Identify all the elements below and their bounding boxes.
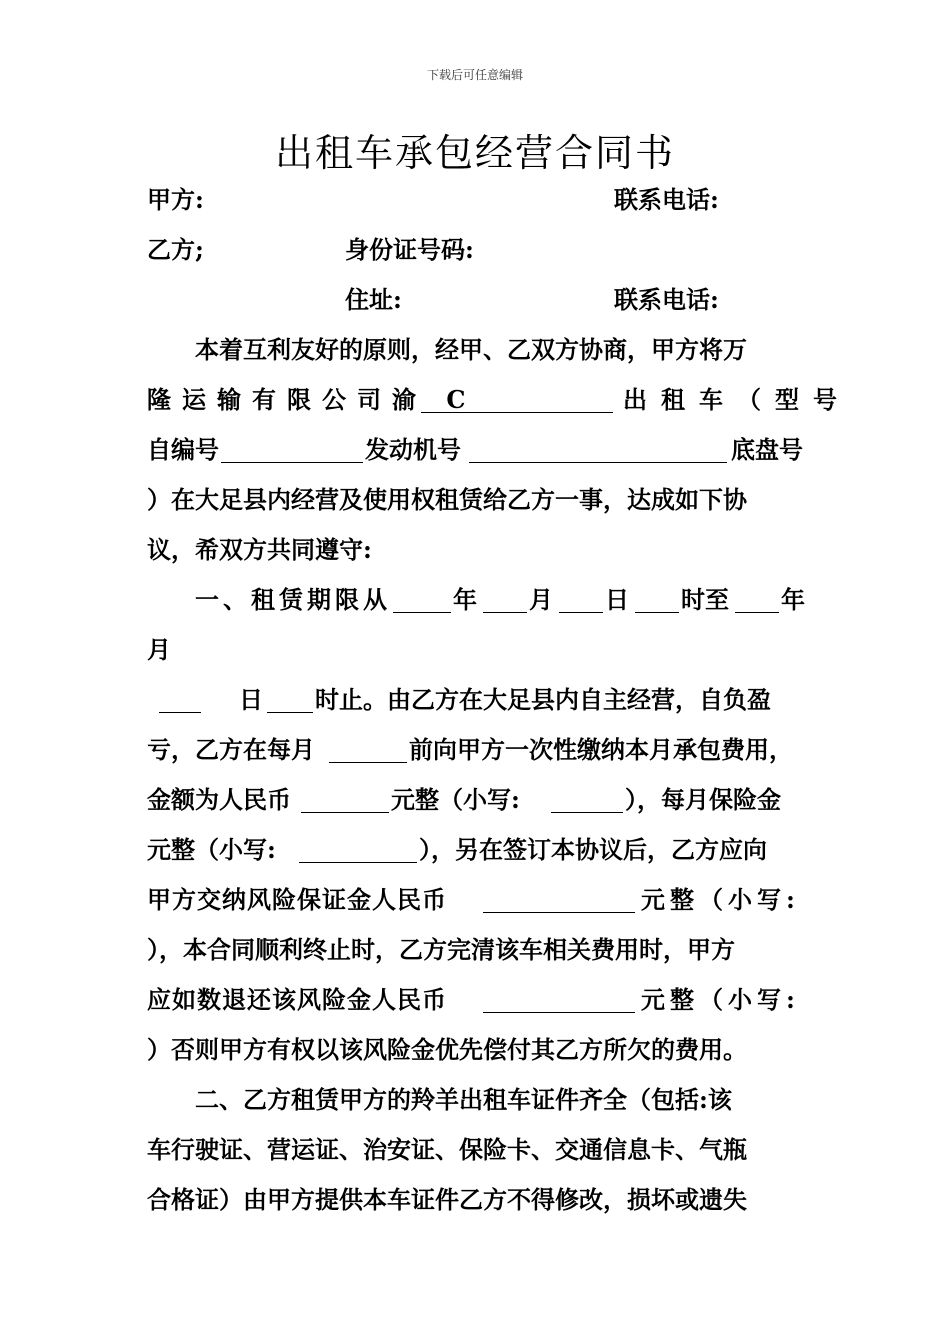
clause-1-line: ）否则甲方有权以该风险金优先偿付其乙方所欠的费用。 (147, 1035, 747, 1064)
id-number-label: 身份证号码: (345, 235, 474, 264)
engine-number-blank (469, 436, 727, 463)
clause-2-line: 合格证）由甲方提供本车证件乙方不得修改，损坏或遗失 (147, 1185, 747, 1214)
paragraph-line: 自编号 发动机号 底盘号 (147, 435, 803, 464)
party-b-address-row (147, 282, 805, 318)
party-a-row (147, 182, 805, 218)
party-b-phone-label: 联系电话: (614, 285, 719, 314)
party-b-label: 乙方; (147, 235, 204, 264)
party-b-row (147, 232, 805, 268)
paragraph-line: ）在大足县内经营及使用权租赁给乙方一事，达成如下协 (147, 485, 747, 514)
clause-1-line: 月 (147, 635, 171, 664)
clause-2-line: 二、乙方租赁甲方的羚羊出租车证件齐全（包括:该 (195, 1085, 732, 1114)
paragraph-line: 本着互利友好的原则，经甲、乙双方协商，甲方将万 (195, 335, 747, 364)
self-number-blank (221, 436, 363, 463)
paragraph-line: 隆运输有限公司渝 C 出租车（型号 (147, 385, 851, 414)
clause-1-line: ），本合同顺利终止时，乙方完清该车相关费用时，甲方 (147, 935, 735, 964)
clause-1-line: 甲方交纳风险保证金人民币 元整（小写: (147, 885, 800, 914)
paragraph-line: 议，希双方共同遵守: (147, 535, 372, 564)
clause-2-line: 车行驶证、营运证、治安证、保险卡、交通信息卡、气瓶 (147, 1135, 747, 1164)
header-note: 下载后可任意编辑 (426, 68, 523, 82)
clause-1-line: 金额为人民币 元整（小写: ），每月保险金 (147, 785, 781, 814)
party-a-phone-label: 联系电话: (614, 185, 719, 214)
clause-1-line: 一、租赁期限从 年 月 日 时至 年 (195, 585, 805, 614)
clause-1-line: 日 时止。由乙方在大足县内自主经营，自负盈 (147, 682, 805, 718)
clause-1-line: 应如数退还该风险金人民币 元整（小写: (147, 985, 800, 1014)
plate-number-blank (421, 386, 613, 413)
clause-1-line: 亏，乙方在每月 前向甲方一次性缴纳本月承包费用， (147, 735, 793, 764)
clause-1-line: 元整（小写: ），另在签订本协议后，乙方应向 (147, 835, 767, 864)
party-a-label: 甲方: (147, 185, 204, 214)
address-label: 住址: (345, 285, 402, 314)
document-title: 出租车承包经营合同书 (274, 131, 675, 175)
